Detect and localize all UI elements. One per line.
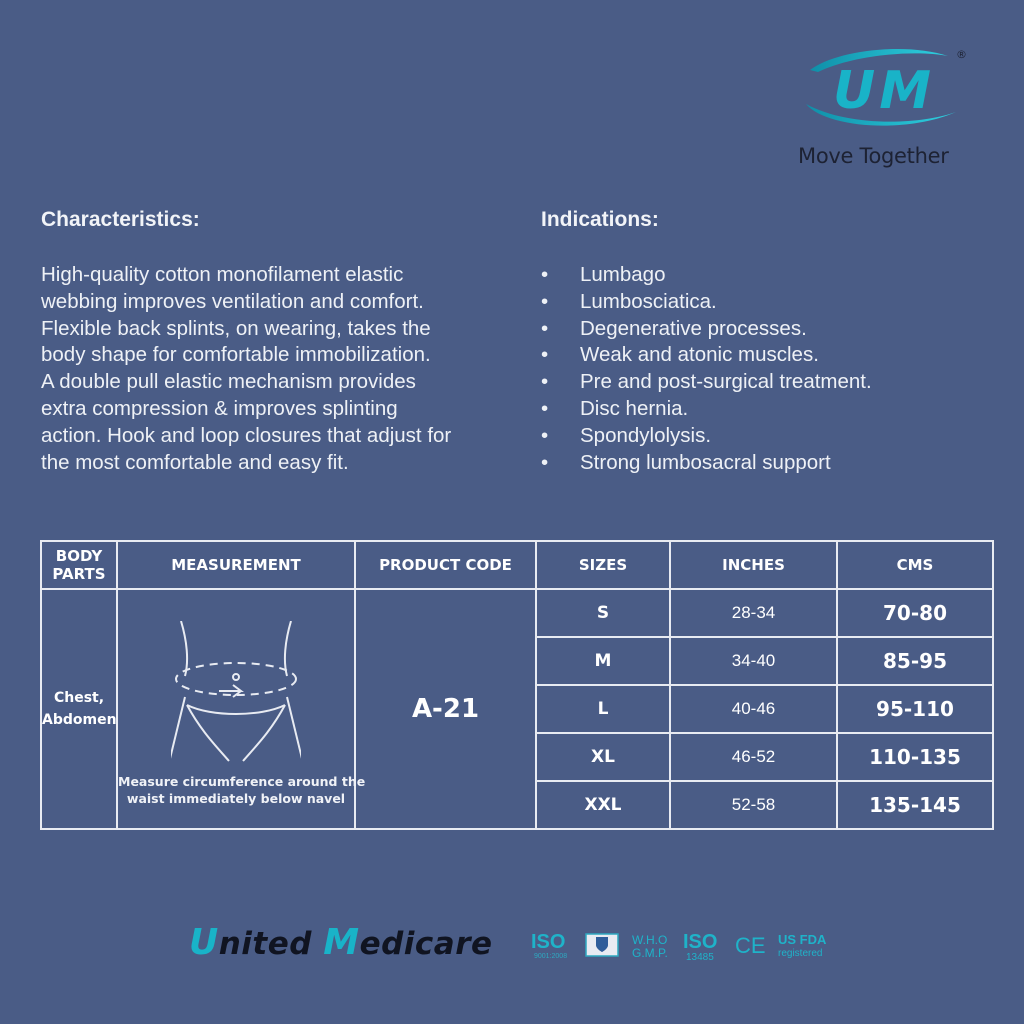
brand-word-nited: nited xyxy=(218,926,324,962)
logo-registered: ® xyxy=(956,48,967,61)
size-cell: M xyxy=(536,637,670,685)
header-body-parts-line2: PARTS xyxy=(52,565,106,583)
cms-cell: 95-110 xyxy=(837,685,993,733)
body-parts-cell xyxy=(41,589,117,829)
characteristics-line: High-quality cotton monofilament elastic xyxy=(41,263,404,286)
header-cms: CMS xyxy=(837,541,993,589)
characteristics-heading: Characteristics: xyxy=(41,208,200,231)
logo-tagline: Move Together xyxy=(798,144,949,168)
header-product-code: PRODUCT CODE xyxy=(355,541,536,589)
indication-item xyxy=(541,450,872,477)
cms-cell: 135-145 xyxy=(837,781,993,829)
who-gmp-line1: W.H.O xyxy=(632,933,668,947)
waist-measurement-icon xyxy=(171,621,301,771)
cms-cell: 85-95 xyxy=(837,637,993,685)
inches-cell: 40-46 xyxy=(670,685,837,733)
iso-13485-badge-sub: 13485 xyxy=(686,952,714,963)
cms-cell: 110-135 xyxy=(837,733,993,781)
characteristics-line: Flexible back splints, on wearing, takes the xyxy=(41,316,431,340)
indication-label: Lumbosciatica. xyxy=(580,289,717,313)
ce-mark: CE xyxy=(735,933,766,958)
iso-13485-badge: ISO xyxy=(683,931,718,953)
bullet-icon: • xyxy=(541,316,549,340)
bullet-icon: • xyxy=(541,396,549,420)
measurement-caption-line2: waist immediately below navel xyxy=(126,791,346,806)
indication-item xyxy=(541,316,872,343)
inches-cell: 34-40 xyxy=(670,637,837,685)
indication-label: Disc hernia. xyxy=(580,396,689,420)
indication-item xyxy=(541,342,872,369)
indication-item xyxy=(541,369,872,396)
brand-word-edicare: edicare xyxy=(359,926,493,962)
size-cell: L xyxy=(536,685,670,733)
brand-name xyxy=(189,922,493,963)
indications-heading: Indications: xyxy=(541,208,659,231)
quality-shield-icon xyxy=(585,933,619,957)
indication-label: Spondylolysis. xyxy=(580,423,712,447)
indication-label: Strong lumbosacral support xyxy=(580,450,831,474)
size-cell: XL xyxy=(536,733,670,781)
bullet-icon: • xyxy=(541,263,549,286)
header-body-parts-line1: BODY xyxy=(55,547,103,565)
size-chart-table xyxy=(40,540,994,830)
measurement-caption-line1: Measure circumference around the xyxy=(118,774,366,789)
header-inches: INCHES xyxy=(670,541,837,589)
product-code-cell: A-21 xyxy=(355,589,536,829)
characteristics-line: webbing improves ventilation and comfort. xyxy=(41,289,424,313)
header-body-parts xyxy=(41,541,117,589)
table-row xyxy=(41,589,993,637)
cms-cell: 70-80 xyxy=(837,589,993,637)
brand-cap-m: M xyxy=(323,922,360,963)
indication-item xyxy=(541,396,872,423)
body-part-abdomen: Abdomen xyxy=(42,712,117,728)
us-fda-line1: US FDA xyxy=(778,932,827,947)
size-cell: XXL xyxy=(536,781,670,829)
indication-item xyxy=(541,423,872,450)
characteristics-line: action. Hook and loop closures that adjust for xyxy=(41,423,452,447)
size-cell: S xyxy=(536,589,670,637)
indication-label: Degenerative processes. xyxy=(580,316,807,340)
indication-item xyxy=(541,262,872,289)
brand-cap-u: U xyxy=(189,922,219,963)
logo-mark: UM xyxy=(833,61,935,121)
body-part-chest: Chest, xyxy=(53,690,105,706)
characteristics-line: extra compression & improves splinting xyxy=(41,396,398,420)
who-gmp-line2: G.M.P. xyxy=(632,946,668,960)
characteristics-text xyxy=(41,262,531,476)
iso-9001-badge-sub: 9001:2008 xyxy=(534,953,568,960)
inches-cell: 46-52 xyxy=(670,733,837,781)
header-measurement: MEASUREMENT xyxy=(117,541,355,589)
characteristics-line: body shape for comfortable immobilization. xyxy=(41,343,431,367)
bullet-icon: • xyxy=(541,370,549,394)
who-gmp-badge xyxy=(632,934,668,960)
characteristics-line: the most comfortable and easy fit. xyxy=(41,450,349,474)
us-fda-badge xyxy=(778,934,826,960)
bullet-icon: • xyxy=(541,450,549,474)
bullet-icon: • xyxy=(541,289,549,313)
indication-label: Pre and post-surgical treatment. xyxy=(580,370,872,394)
measurement-cell xyxy=(117,589,366,829)
inches-cell: 52-58 xyxy=(670,781,837,829)
indication-label: Weak and atonic muscles. xyxy=(580,343,819,367)
indication-label: Lumbago xyxy=(580,263,666,286)
bullet-icon: • xyxy=(541,423,549,447)
characteristics-line: A double pull elastic mechanism provides xyxy=(41,370,416,394)
indication-item xyxy=(541,289,872,316)
inches-cell: 28-34 xyxy=(670,589,837,637)
bullet-icon: • xyxy=(541,343,549,367)
iso-9001-badge: ISO xyxy=(531,931,566,953)
indications-list xyxy=(541,262,872,476)
us-fda-line2: registered xyxy=(778,948,823,959)
measurement-caption xyxy=(118,773,366,807)
table-header-row xyxy=(41,541,993,589)
header-sizes: SIZES xyxy=(536,541,670,589)
